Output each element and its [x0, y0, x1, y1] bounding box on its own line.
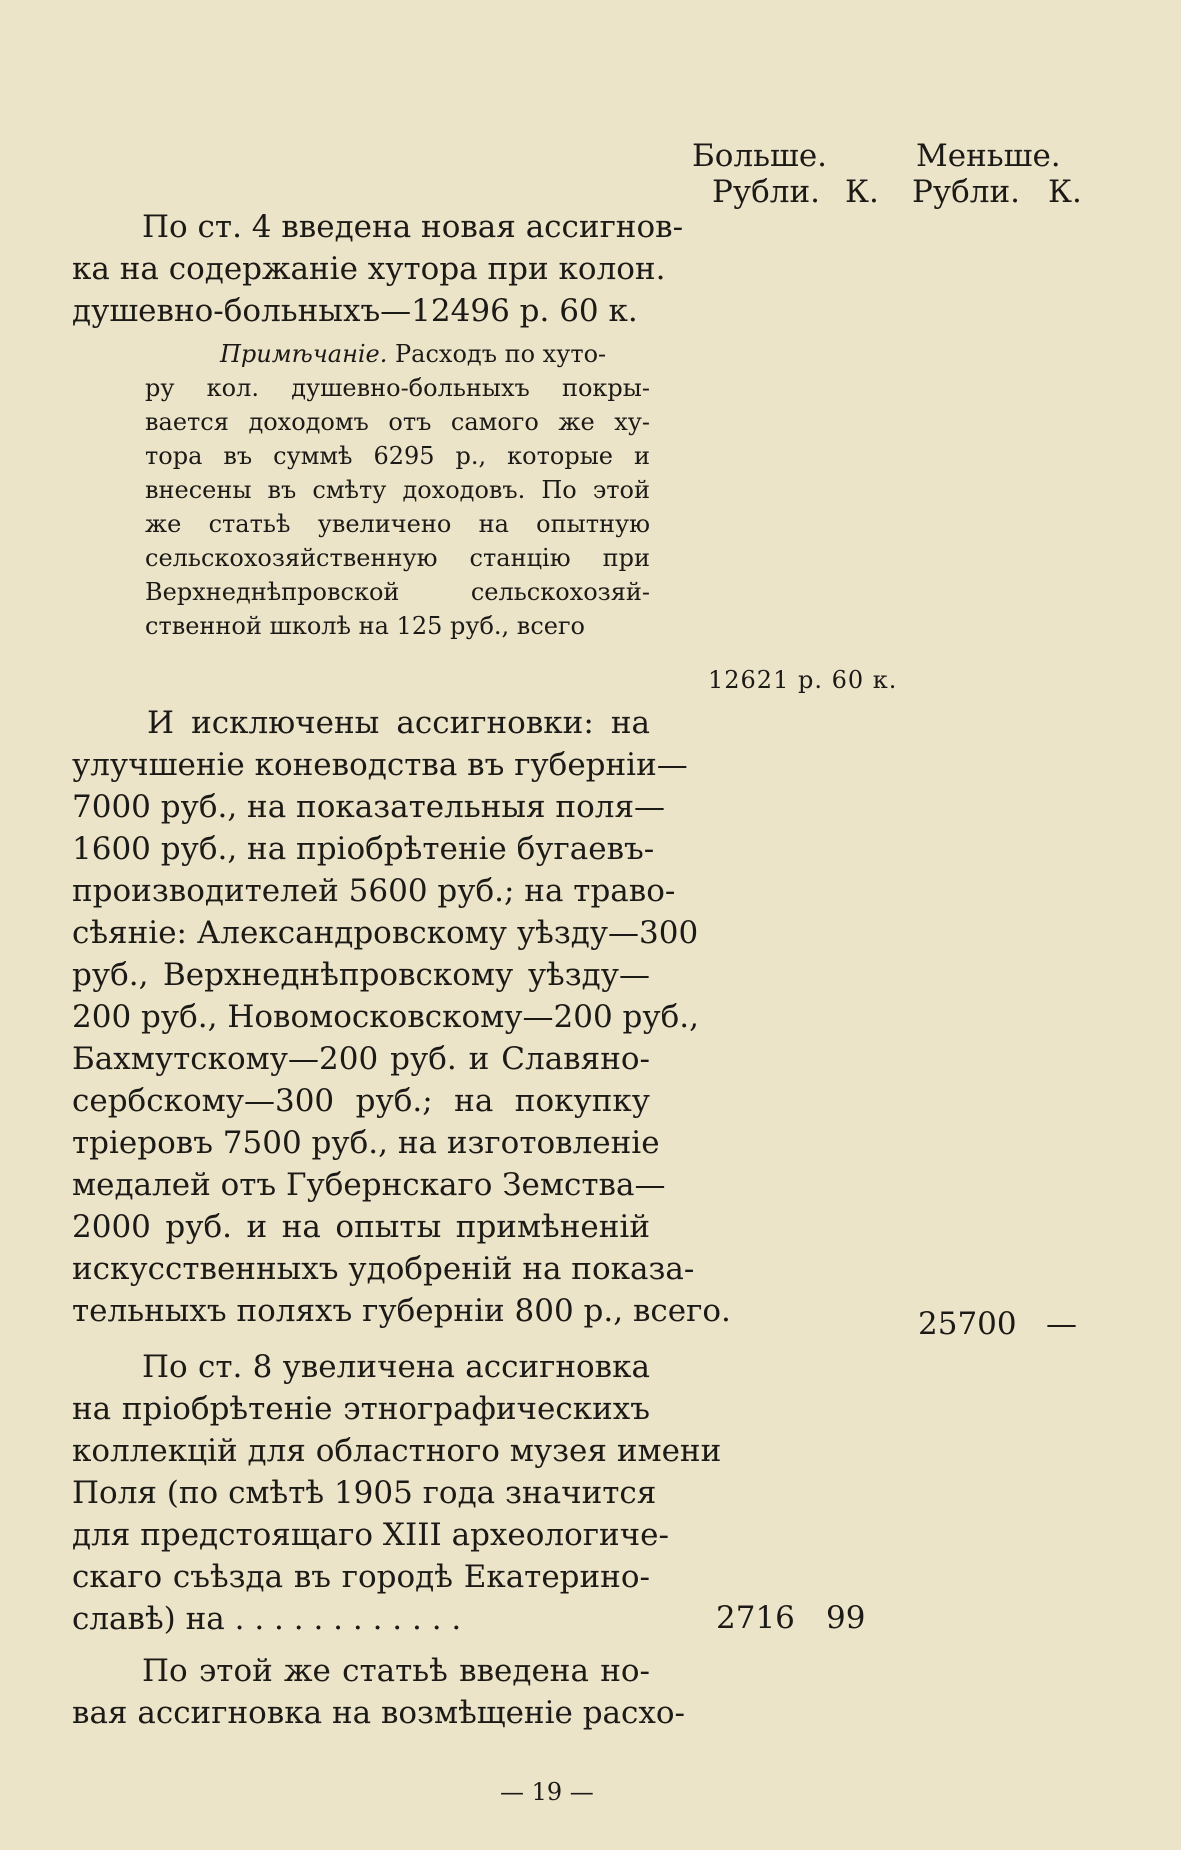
column-header-more: Больше.	[692, 138, 828, 174]
paragraph-line: сѣяніе: Александровскому уѣзду—300	[72, 915, 699, 951]
note-caption: Примѣчаніе.	[220, 340, 388, 368]
paragraph-line: на пріобрѣтеніе этнографическихъ	[72, 1391, 650, 1427]
paragraph-line: По этой же статьѣ введена но-	[142, 1653, 650, 1689]
paragraph-line: для предстоящаго XIII археологиче-	[72, 1517, 669, 1553]
note-amount: 12621 р. 60 к.	[708, 666, 898, 694]
note-block	[145, 340, 650, 660]
note-line: тора въ суммѣ 6295 р., которые и	[145, 442, 650, 470]
paragraph-line: 7000 руб., на показательныя поля—	[72, 789, 666, 825]
paragraph-line: Бахмутскому—200 руб. и Славяно-	[72, 1041, 650, 1077]
paragraph-2	[72, 704, 731, 1344]
paragraph-line: душевно-больныхъ—12496 р. 60 к.	[72, 293, 638, 329]
paragraph-4	[72, 1652, 686, 1742]
paragraph-line: коллекцій для областного музея имени	[72, 1433, 722, 1469]
column-subheader-rubles-less: Рубли.	[912, 174, 1020, 210]
note-line: же статьѣ увеличено на опытную	[145, 510, 650, 538]
paragraph-line: улучшеніе коневодства въ губерніи—	[72, 747, 688, 783]
paragraph-line: вая ассигновка на возмѣщеніе расхо-	[72, 1695, 686, 1731]
paragraph-line: производителей 5600 руб.; на траво-	[72, 873, 676, 909]
note-line: внесены въ смѣту доходовъ. По этой	[145, 476, 650, 504]
less-rubles-amount: 25700	[918, 1306, 1017, 1342]
note-line: Расходъ по хуто-	[395, 340, 607, 368]
paragraph-line: скаго съѣзда въ городѣ Екатерино-	[72, 1559, 650, 1595]
note-line: ру кол. душевно-больныхъ покры-	[145, 374, 650, 402]
note-line: сельскохозяйственную станцію при	[145, 544, 650, 572]
paragraph-line: По ст. 4 введена новая ассигнов-	[142, 209, 684, 245]
more-rubles-amount: 2716	[716, 1600, 795, 1636]
paragraph-1	[72, 208, 684, 329]
paragraph-line: сербскому—300 руб.; на покупку	[72, 1083, 650, 1119]
paragraph-line: 200 руб., Новомосковскому—200 руб.,	[72, 999, 700, 1035]
note-line: вается доходомъ отъ самого же ху-	[145, 408, 650, 436]
paragraph-line: Поля (по смѣтѣ 1905 года значится	[72, 1475, 657, 1511]
paragraph-line: И исключены ассигновки: на	[147, 705, 650, 741]
note-first-line	[220, 340, 650, 368]
paragraph-line: руб., Верхнеднѣпровскому уѣзду—	[72, 957, 650, 993]
paragraph-line: ка на содержаніе хутора при колон.	[72, 251, 666, 287]
paragraph-line: искусственныхъ удобреній на показа-	[72, 1251, 695, 1287]
note-line: ственной школѣ на 125 руб., всего	[145, 612, 585, 640]
less-kopecks-amount: —	[1046, 1306, 1077, 1342]
column-subheader-kopecks-less: К.	[1048, 174, 1082, 210]
paragraph-line: тельныхъ поляхъ губерніи 800 р., всего.	[72, 1293, 731, 1329]
paragraph-line: 2000 руб. и на опыты примѣненій	[72, 1209, 650, 1245]
paragraph-line: 1600 руб., на пріобрѣтеніе бугаевъ-	[72, 831, 655, 867]
column-header-less: Меньше.	[916, 138, 1061, 174]
paragraph-3	[72, 1348, 722, 1648]
paragraph-line: славѣ) на . . . . . . . . . . . .	[72, 1601, 462, 1637]
paragraph-line: По ст. 8 увеличена ассигновка	[142, 1349, 650, 1385]
more-kopecks-amount: 99	[826, 1600, 866, 1636]
column-subheader-kopecks-more: К.	[845, 174, 879, 210]
column-subheader-rubles-more: Рубли.	[712, 174, 820, 210]
paragraph-line: медалей отъ Губернскаго Земства—	[72, 1167, 666, 1203]
paragraph-line: тріеровъ 7500 руб., на изготовленіе	[72, 1125, 660, 1161]
note-line: Верхнеднѣпровской сельскохозяй-	[145, 578, 650, 606]
page-number: — 19 —	[500, 1778, 594, 1806]
